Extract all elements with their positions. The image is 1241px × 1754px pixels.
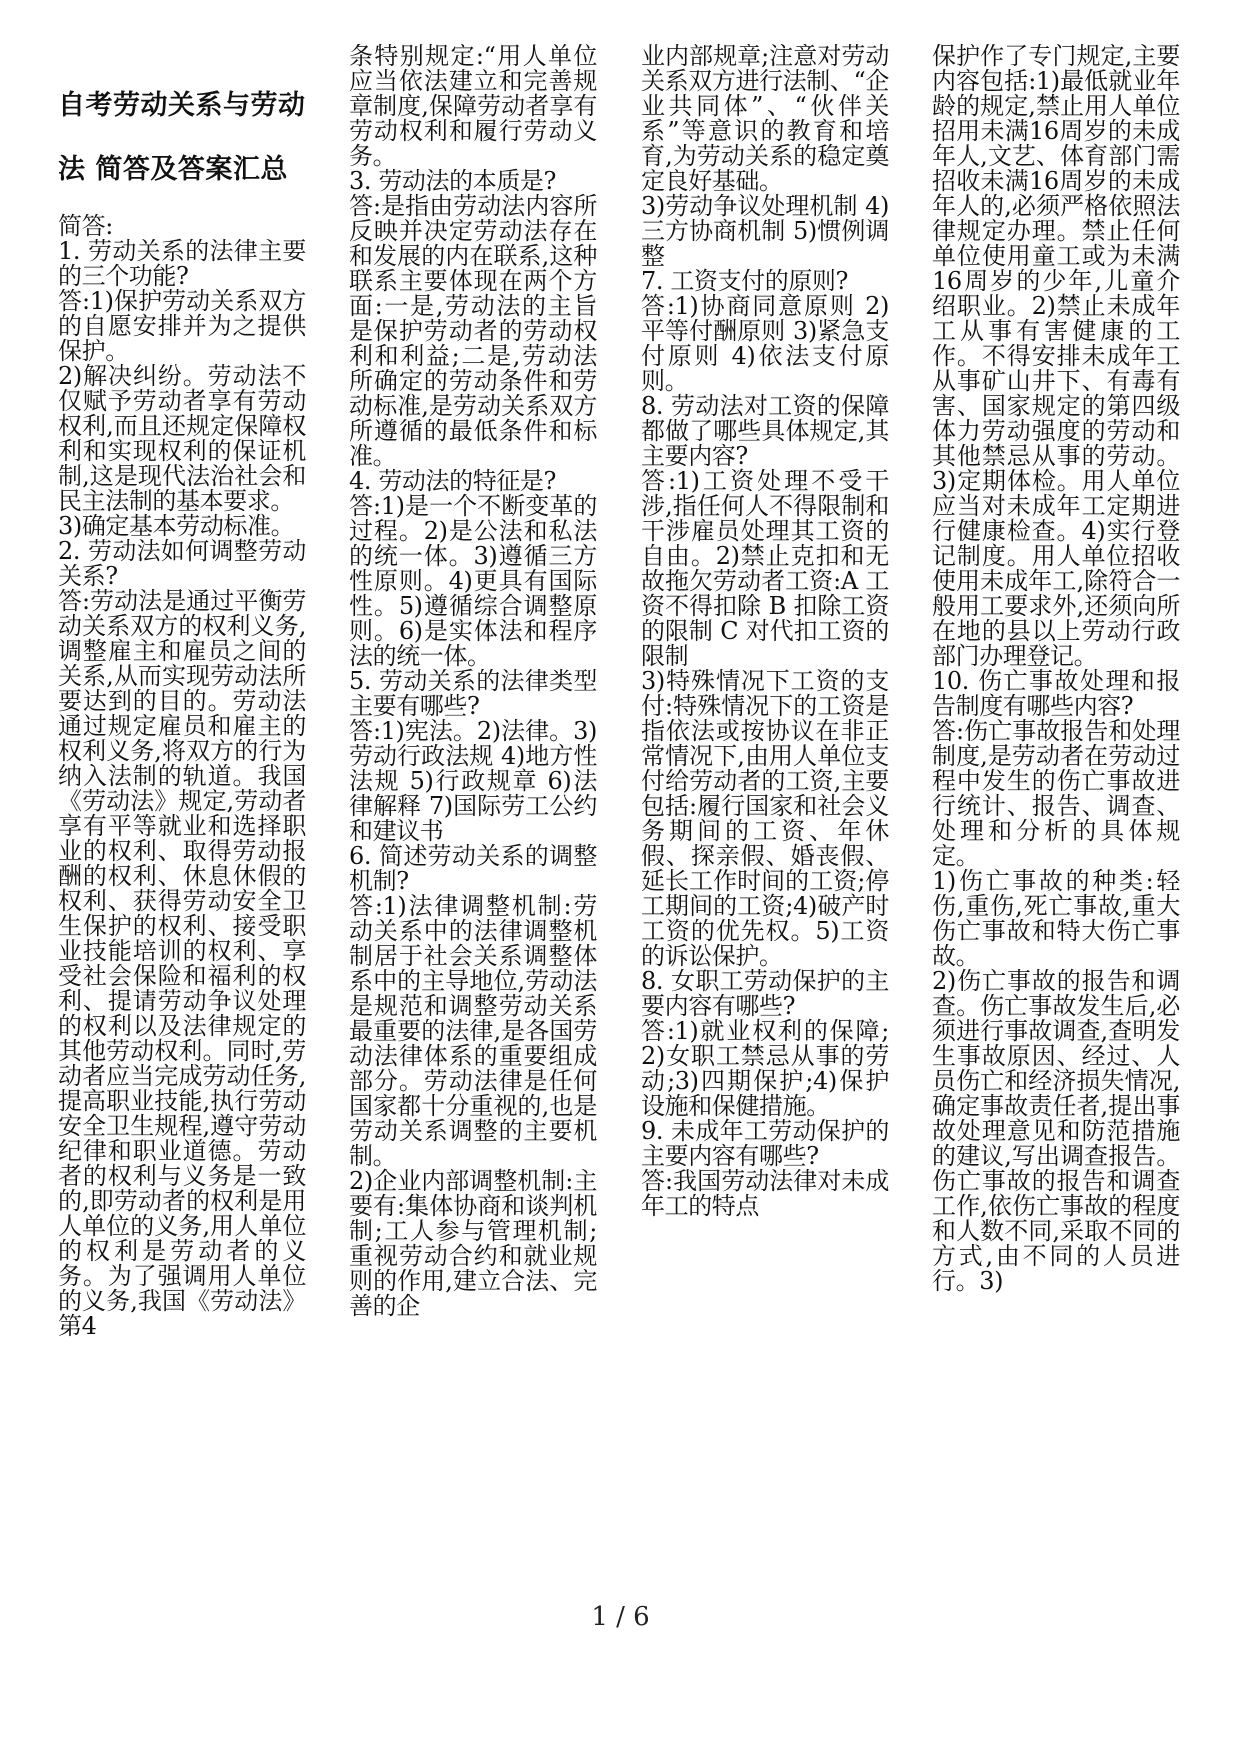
answer: 答:1)是一个不断变革的过程。2)是公法和私法的统一体。3)遵循三方性原则。4)更具有国际性。5)遵循综合调整原则。6)是实体法和程序法的统一体。: [349, 492, 597, 670]
question: 8. 劳动法对工资的保障都做了哪些具体规定,其主要内容?: [641, 392, 889, 470]
question: 9. 未成年工劳动保护的主要内容有哪些?: [641, 1117, 889, 1170]
question: 4. 劳动法的特征是?: [349, 467, 556, 495]
answer: 2)企业内部调整机制:主要有:集体协商和谈判机制;工人参与管理机制;重视劳动合约和就业规则的作用,建立合法、完善的企: [349, 1167, 597, 1320]
document-title: 自考劳动关系与劳动法 简答及答案汇总: [58, 90, 306, 185]
text-column-1: [58, 44, 306, 1564]
question: 2. 劳动法如何调整劳动关系?: [58, 537, 306, 590]
answer: 答:1)法律调整机制:劳动关系中的法律调整机制居于社会关系调整体系中的主导地位,劳动法是规范和调整劳动关系最重要的法律,是各国劳动法律体系的重要组成部分。劳动法律是任何国家都十分重视的,也是劳动关系调整的主要机制。: [349, 892, 597, 1170]
answer: 保护作了专门规定,主要内容包括:1)最低就业年龄的规定,禁止用人单位招用未满16周岁的未成年人,文艺、体育部门需招收未满16周岁的未成年人的,必须严格依照法律规定办理。禁止任何单位使用童工或为未满16周岁的少年,儿童介绍职业。2)禁止未成年工从事有害健康的工作。不得安排未成年工从事矿山井下、有毒有害、国家规定的第四级体力劳动强度的劳动和其他禁忌从事的劳动。3)定期体检。用人单位应当对未成年工定期进行健康检查。4)实行登记制度。用人单位招收使用未成年工,除符合一般用工要求外,还须向所在地的县以上劳动行政部门办理登记。: [932, 44, 1180, 670]
answer: 答:是指由劳动法内容所反映并决定劳动法存在和发展的内在联系,这种联系主要体现在两个方面:一是,劳动法的主旨是保护劳动者的劳动权利和利益;二是,劳动法所确定的劳动条件和劳动标准,是劳动关系双方所遵循的最低条件和标准。: [349, 192, 597, 470]
question: 1. 劳动关系的法律主要的三个功能?: [58, 237, 306, 290]
answer: 条特别规定:“用人单位应当依法建立和完善规章制度,保障劳动者享有劳动权利和履行劳动义务。: [349, 44, 597, 170]
answer: 2)解决纠纷。劳动法不仅赋予劳动者享有劳动权利,而且还规定保障权利和实现权利的保证机制,这是现代法治社会和民主法制的基本要求。: [58, 362, 306, 515]
question: 5. 劳动关系的法律类型主要有哪些?: [349, 667, 597, 720]
answer: 答:我国劳动法律对未成年工的特点: [641, 1167, 889, 1220]
text-column-4: [932, 44, 1180, 1564]
answer: 答:1)就业权利的保障;2)女职工禁忌从事的劳动;3)四期保护;4)保护设施和保健措施。: [641, 1017, 889, 1120]
question: 6. 简述劳动关系的调整机制?: [349, 842, 597, 895]
answer: 答:伤亡事故报告和处理制度,是劳动者在劳动过程中发生的伤亡事故进行统计、报告、调查、处理和分析的具体规定。: [932, 717, 1180, 870]
answer: 3)确定基本劳动标准。: [58, 512, 295, 540]
question: 7. 工资支付的原则?: [641, 267, 848, 295]
text-column-2: [349, 44, 597, 1564]
question: 10. 伤亡事故处理和报告制度有哪些内容?: [932, 667, 1180, 720]
paragraph: 简答:: [58, 212, 113, 240]
question: 3. 劳动法的本质是?: [349, 167, 556, 195]
text-column-3: [641, 44, 889, 1564]
question: 8. 女职工劳动保护的主要内容有哪些?: [641, 967, 889, 1020]
answer: 答:1)保护劳动关系双方的自愿安排并为之提供保护。: [58, 287, 306, 365]
answer: 业内部规章;注意对劳动关系双方进行法制、“企业共同体”、“伙伴关系”等意识的教育和培育,为劳动关系的稳定奠定良好基础。: [641, 44, 889, 195]
answer: 答:1)工资处理不受干涉,指任何人不得限制和干涉雇员处理其工资的自由。2)禁止克扣和无故拖欠劳动者工资:A 工资不得扣除 B 扣除工资的限制 C 对代扣工资的限制: [641, 467, 889, 670]
answer: 3)特殊情况下工资的支付:特殊情况下的工资是指依法或按协议在非正常情况下,由用人单位支付给劳动者的工资,主要包括:履行国家和社会义务期间的工资、年休假、探亲假、婚丧假、延长工作时间的工资;停工期间的工资;4)破产时工资的优先权。5)工资的诉讼保护。: [641, 667, 889, 970]
answer: 2)伤亡事故的报告和调查。伤亡事故发生后,必须进行事故调查,查明发生事故原因、经过、人员伤亡和经济损失情况,确定事故责任者,提出事故处理意见和防范措施的建议,写出调查报告。伤亡事故的报告和调查工作,依伤亡事故的程度和人数不同,采取不同的方式,由不同的人员进行。3): [932, 967, 1180, 1295]
answer: 1)伤亡事故的种类:轻伤,重伤,死亡事故,重大伤亡事故和特大伤亡事故。: [932, 867, 1180, 970]
page-indicator: 1 / 6: [591, 1602, 650, 1632]
answer: 答:1)宪法。2)法律。3)劳动行政法规 4)地方性法规 5)行政规章 6)法律解释 7)国际劳工公约和建议书: [349, 717, 597, 845]
answer: 3)劳动争议处理机制 4)三方协商机制 5)惯例调整: [641, 192, 889, 270]
answer: 答:劳动法是通过平衡劳动关系双方的权利义务,调整雇主和雇员之间的关系,从而实现劳动法所要达到的目的。劳动法通过规定雇员和雇主的权利义务,将双方的行为纳入法制的轨道。我国《劳动法》规定,劳动者享有平等就业和选择职业的权利、取得劳动报酬的权利、休息休假的权利、获得劳动安全卫生保护的权利、接受职业技能培训的权利、享受社会保险和福利的权利、提请劳动争议处理的权利以及法律规定的其他劳动权利。同时,劳动者应当完成劳动任务,提高职业技能,执行劳动安全卫生规程,遵守劳动纪律和职业道德。劳动者的权利与义务是一致的,即劳动者的权利是用人单位的义务,用人单位的权利是劳动者的义务。为了强调用人单位的义务,我国《劳动法》第4: [58, 587, 306, 1340]
answer: 答:1)协商同意原则 2)平等付酬原则 3)紧急支付原则 4)依法支付原则。: [641, 292, 889, 395]
